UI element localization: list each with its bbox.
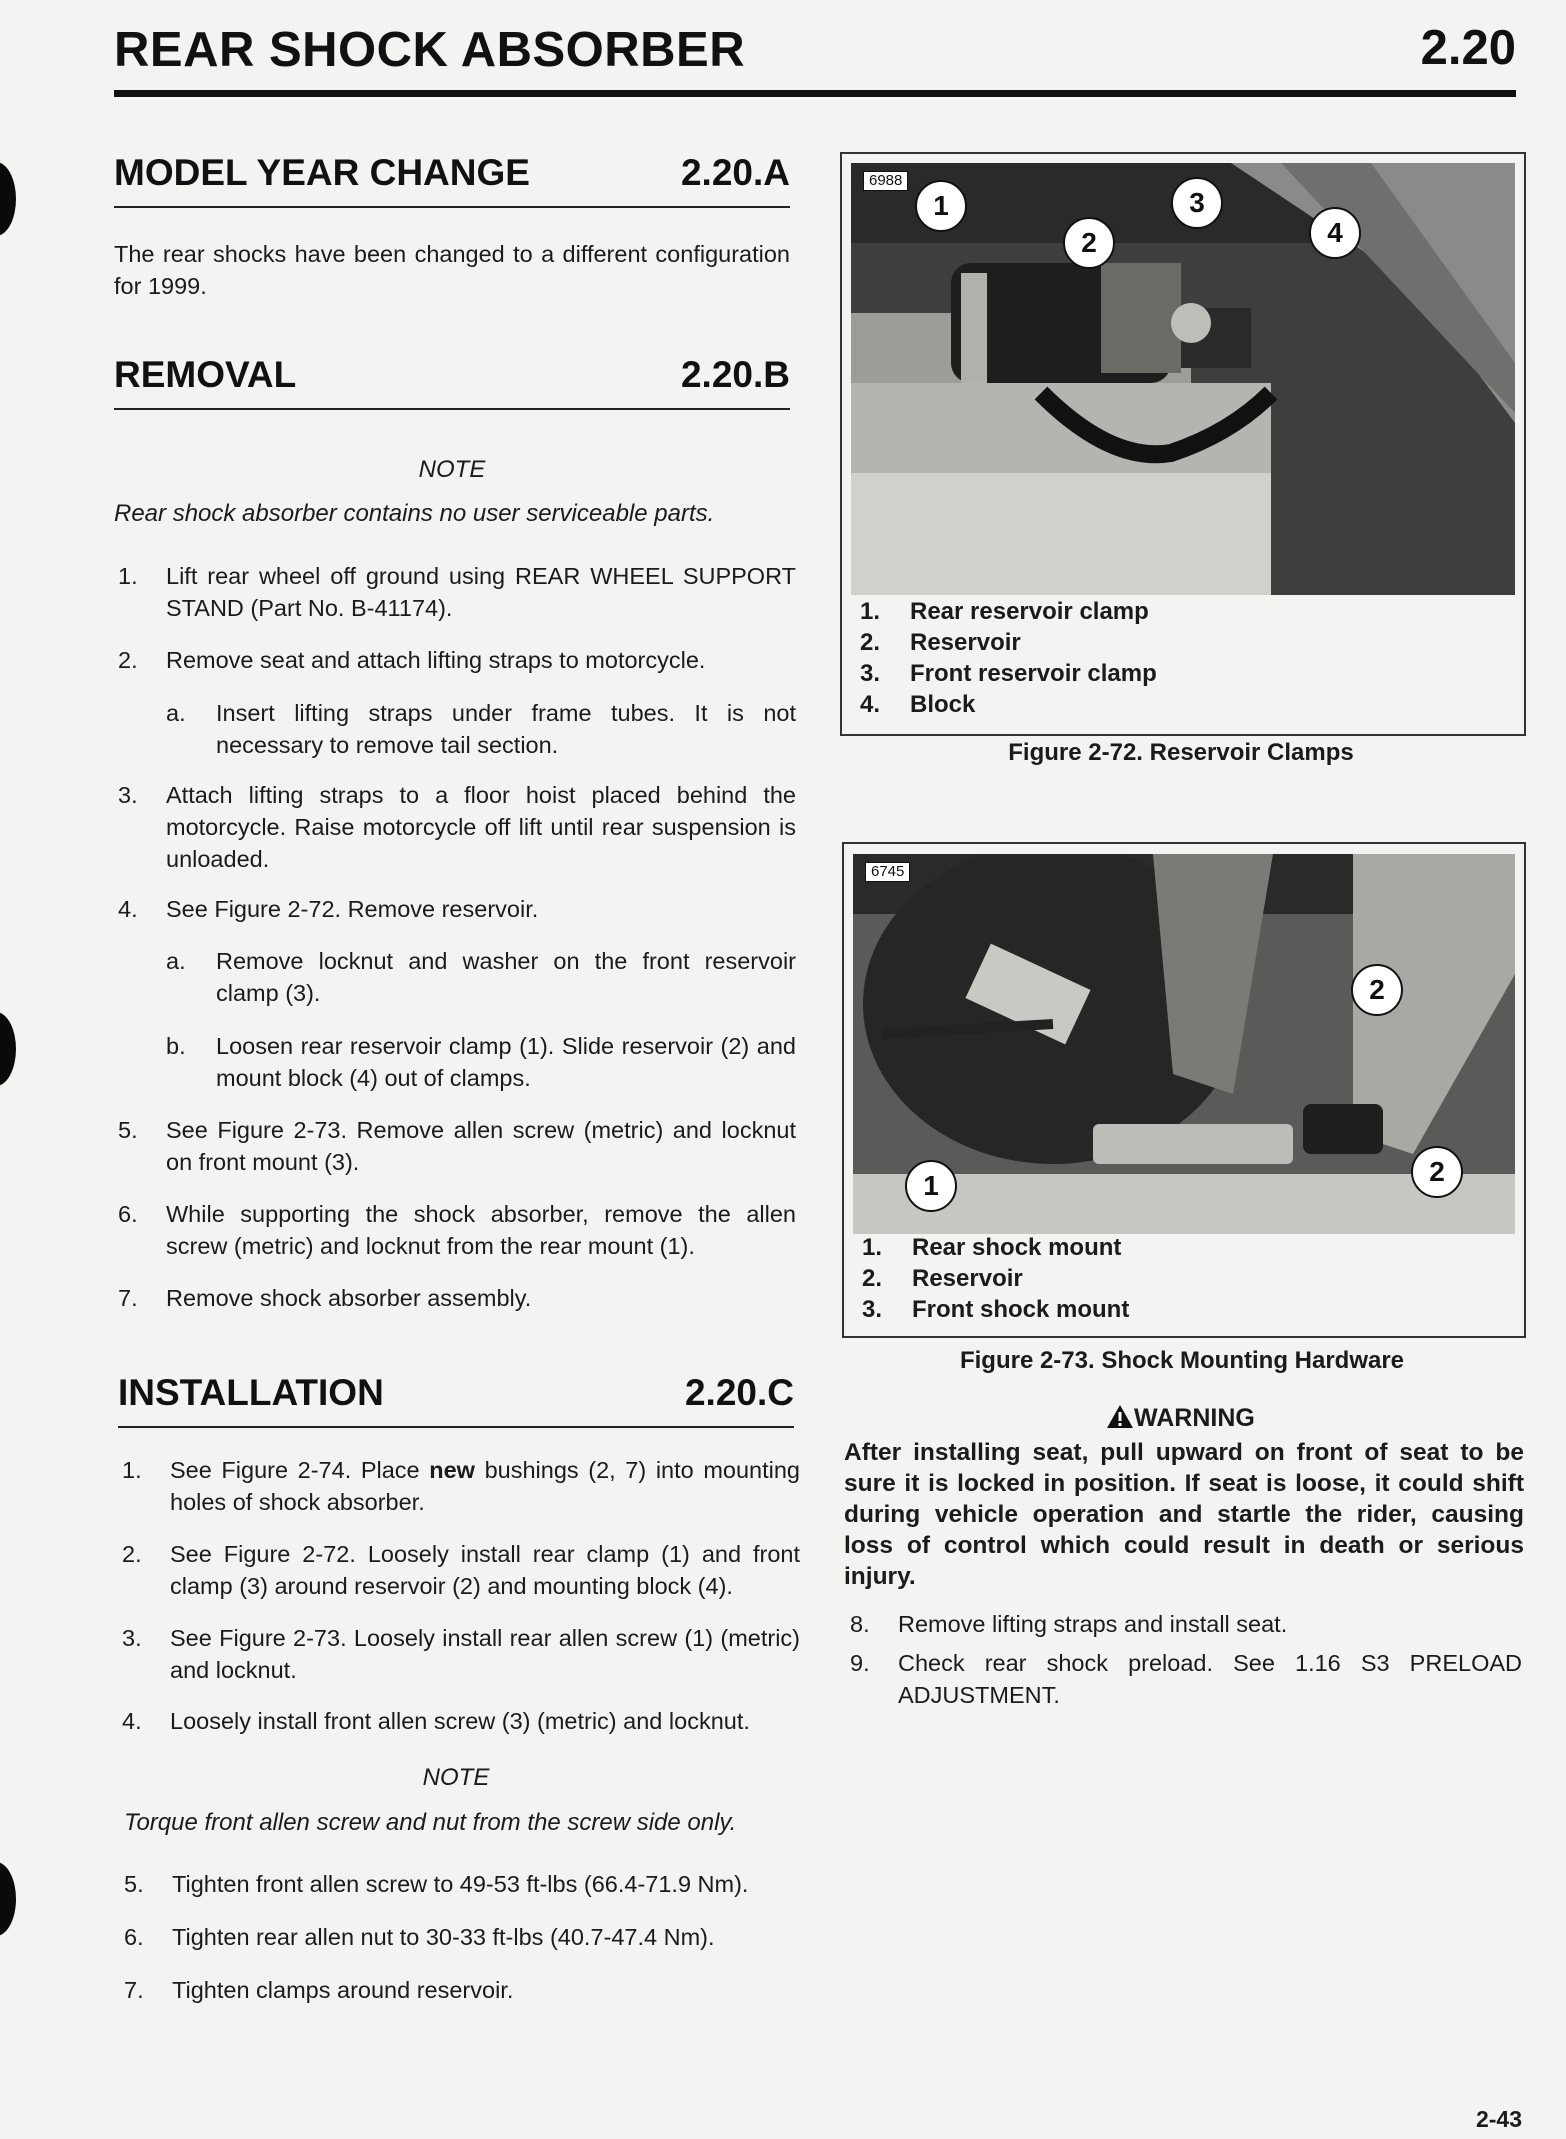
photo-id-label: 6988 <box>863 171 908 191</box>
page-number: 2-43 <box>1475 2106 1522 2132</box>
note-title: NOTE <box>418 456 486 483</box>
binding-hole <box>0 1862 16 1936</box>
reservoir-clamps-photo <box>851 163 1515 595</box>
warning-triangle-icon <box>1106 1404 1134 1429</box>
section-rule <box>118 1426 794 1428</box>
callout-1: 1 <box>905 1160 957 1212</box>
section-number: 2.20.C <box>684 1372 794 1413</box>
warning-text: After installing seat, pull upward on front of seat to be sure it is locked in position. If seat is loose, it could shift during vehicle operation and startle the rider, causing loss of control which could result in death or serious injury. <box>844 1439 1524 1590</box>
note-text: Rear shock absorber contains no user serviceable parts. <box>114 500 715 527</box>
callout-2: 2 <box>1351 964 1403 1016</box>
callout-4: 4 <box>1309 207 1361 259</box>
emphasis-new: new <box>429 1457 475 1483</box>
model-year-text: The rear shocks have been changed to a different configuration for 1999. <box>114 241 790 299</box>
callout-3: 3 <box>1171 177 1223 229</box>
section-heading-removal <box>114 350 790 410</box>
photo-id-label: 6745 <box>865 862 910 882</box>
binding-hole <box>0 162 16 236</box>
figure-caption: Figure 2-72. Reservoir Clamps <box>1008 739 1354 766</box>
section-number: 2.20 <box>1420 21 1516 75</box>
section-heading-model-year <box>114 148 790 208</box>
section-title: REMOVAL <box>114 354 297 395</box>
section-title: INSTALLATION <box>118 1372 384 1413</box>
section-heading-installation <box>118 1368 794 1428</box>
shock-mounting-photo <box>853 854 1515 1234</box>
warning-heading <box>1106 1404 1255 1433</box>
callout-1: 1 <box>915 180 967 232</box>
note-text: Torque front allen screw and nut from the screw side only. <box>124 1809 737 1836</box>
callout-2: 2 <box>1063 217 1115 269</box>
warning-title: WARNING <box>1134 1404 1255 1432</box>
section-rule <box>114 206 790 208</box>
page-title: REAR SHOCK ABSORBER <box>114 23 746 77</box>
figure-2-73: 6745 2 2 1 1. Rear shock mount 2. Reservoir 3. Front shock mount <box>842 842 1526 1338</box>
binding-hole <box>0 1012 16 1086</box>
note-title: NOTE <box>422 1764 490 1791</box>
figure-2-72: 6988 1 2 3 4 1. Rear reservoir clamp 2. Reservoir 3. Front reservoir clamp 4. Block <box>840 152 1526 736</box>
header-rule <box>114 90 1516 97</box>
section-number: 2.20.B <box>680 354 790 395</box>
section-title: MODEL YEAR CHANGE <box>114 152 530 193</box>
figure-caption: Figure 2-73. Shock Mounting Hardware <box>959 1347 1405 1374</box>
section-number: 2.20.A <box>680 152 790 193</box>
section-rule <box>114 408 790 410</box>
callout-2: 2 <box>1411 1146 1463 1198</box>
